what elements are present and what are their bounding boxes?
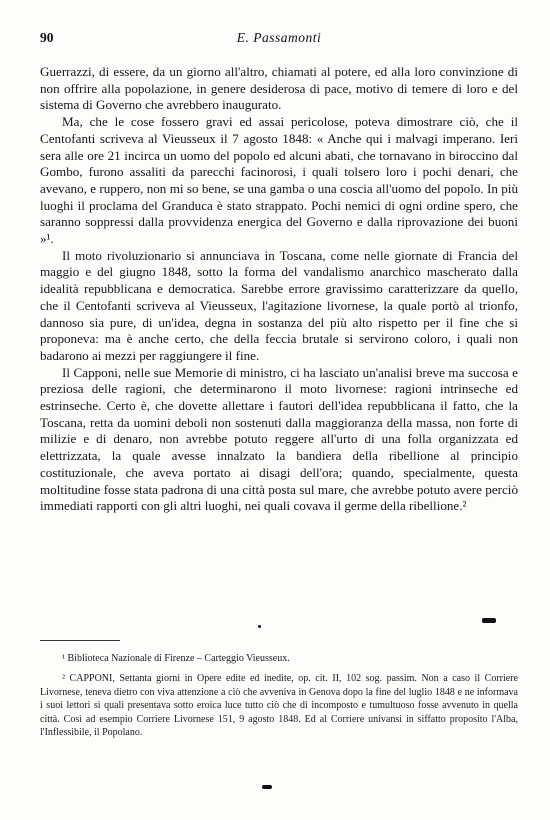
running-title: E. Passamonti <box>236 30 322 45</box>
footnote-rule <box>40 640 120 641</box>
footnote-2: ² CAPPONI, Settanta giorni in Opere edite ed inedite, op. cit. II, 102 sog. passim. Non a caso il Corriere Livornese, teneva dietro con viva attenzione a ciò che avveniva in Genova dopo la fine del luglio 1848 e ne informava i suoi lettori si quali presentava sotto eroica luce tutto ciò che di incomposto e tumultuoso fosse avvenuto in quella città. Così ad esempio Corriere Livornese 151, 9 agosto 1848. Ed al Corriere univansi in siffatto proposito l'Alba, l'Inflessibile, il Popolano. <box>40 673 518 739</box>
ink-smudge <box>262 785 272 789</box>
page-number: 90 <box>40 30 54 45</box>
paragraph-2: Ma, che le cose fossero gravi ed assai pericolose, poteva dimostrare ciò, che il Centofanti scriveva al Vieusseux il 7 agosto 1848: « Anche qui i malvagi imperano. Ieri sera alle ore 21 incirca un uomo del popolo ed alcuni abati, che tornavano in biroccino dal Gombo, furono assaliti da parecchi facinorosi, i quali tolsero loro i pochi denari, che avevano, e ruppero, non mi so bene, se una gamba o una coscia all'uomo del popolo. In più luoghi il proclama del Granduca è stato strappato. Pochi nemici di ogni ordine spero, che saranno soppressi dalla provvidenza energica del Governo e dalla riprovazione dei buoni »¹. <box>40 114 518 247</box>
footnotes <box>40 652 518 739</box>
ink-smudge <box>258 625 261 628</box>
footnote-1: ¹ Biblioteca Nazionale di Firenze – Carteggio Vieusseux. <box>62 653 290 664</box>
running-head <box>40 30 518 48</box>
footnote-spacer <box>40 665 518 672</box>
paragraph-1: Guerrazzi, di essere, da un giorno all'altro, chiamati al potere, ed alla loro convinzione di non offrire alla popolazione, in genere desiderosa di pace, motivo di temere di loro e del sistema di Governo che avrebbero inaugurato. <box>40 64 518 113</box>
ink-smudge <box>482 618 496 623</box>
body-text <box>40 64 518 515</box>
paragraph-3: Il moto rivoluzionario si annunciava in Toscana, come nelle giornate di Francia del maggio e del giugno 1848, sotto la forma del vandalismo anarchico mascherato dalla idealità repubblicana e democratica. Sarebbe errore gravissimo caratterizzare da quello, che il Centofanti scriveva al Vieusseux, l'agitazione livornese, la quale portò al trionfo, dannoso sia pure, di un'idea, degna in sostanza del più alto rispetto per il fine che si proponeva: ma è anche certo, che della feccia brutale si servirono coloro, i quali non badarono ai mezzi per raggiungere il fine. <box>40 247 518 363</box>
paragraph-4: Il Capponi, nelle sue Memorie di ministro, ci ha lasciato un'analisi breve ma succosa e preziosa delle ragioni, che determinarono il moto livornese: ragioni intrinseche ed estrinseche. Certo è, che dovette allettare i fautori dell'idea repubblicana il fatto, che la Toscana, retta da uomini deboli non sostenuti dalla maggioranza della massa, non forte di milizie e di denaro, non avrebbe potuto reggere all'urto di una folla organizzata ed elettrizzata, la quale avesse innalzato la bandiera della ribellione al principio costituzionale, che aveva portato ai disagi dell'ora; quando, specialmente, questa moltitudine fosse stata padrona di una città posta sul mare, che avrebbe potuto avere perciò immediati rapporti con gli altri luoghi, nei quali covava il germe della ribellione.² <box>40 364 518 514</box>
